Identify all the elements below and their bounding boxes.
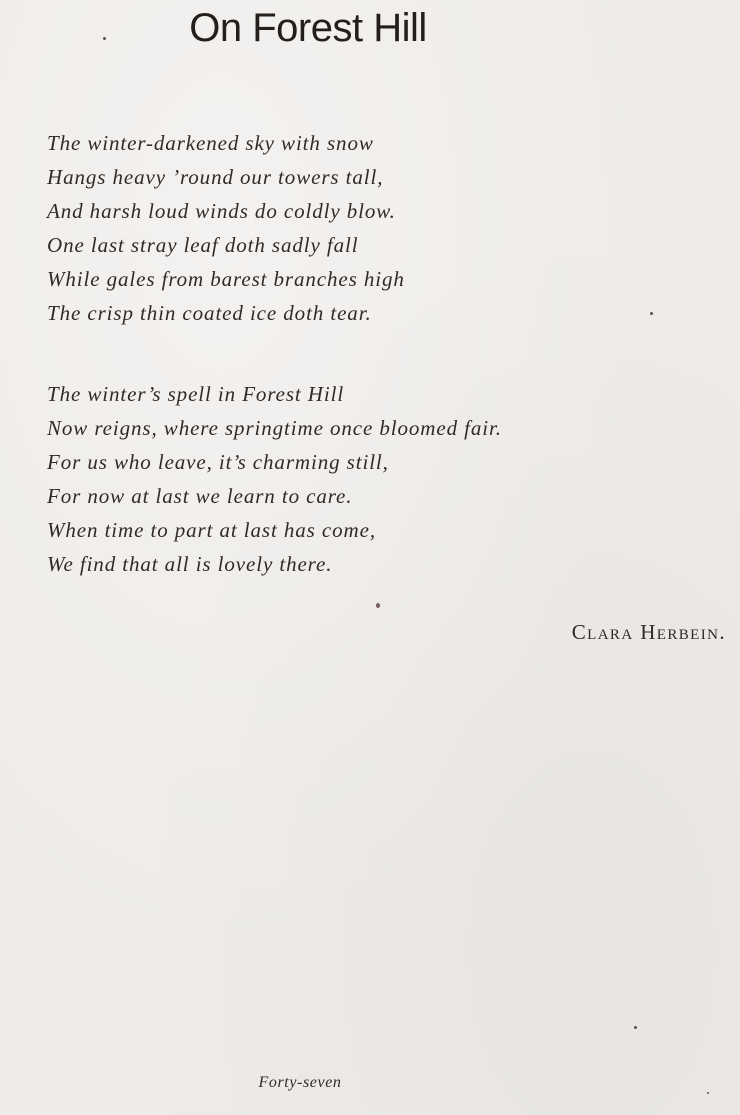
- poem-line: For us who leave, it’s charming still,: [47, 450, 389, 474]
- poem-line: The crisp thin coated ice doth tear.: [47, 301, 372, 325]
- stanza-1: [47, 126, 405, 330]
- poem-line: While gales from barest branches high: [47, 267, 405, 291]
- poem-author: Clara Herbein.: [571, 620, 726, 644]
- poem-line: For now at last we learn to care.: [47, 484, 353, 508]
- poem-line: Hangs heavy ’round our towers tall,: [47, 165, 384, 189]
- poem-line: We find that all is lovely there.: [47, 552, 333, 576]
- poem-line: The winter’s spell in Forest Hill: [47, 382, 345, 406]
- poem-line: Now reigns, where springtime once bloomed fair.: [47, 416, 502, 440]
- poem-title: On Forest Hill: [189, 6, 427, 50]
- paper-speck: [376, 603, 380, 608]
- poem-line: And harsh loud winds do coldly blow.: [47, 199, 396, 223]
- stanza-2: [47, 377, 502, 581]
- poem-line: When time to part at last has come,: [47, 518, 376, 542]
- poem-line: The winter-darkened sky with snow: [47, 131, 374, 155]
- page-number: Forty-seven: [258, 1074, 342, 1091]
- paper-speck: [707, 1092, 709, 1094]
- paper-speck: [103, 37, 106, 40]
- paper-speck: [634, 1026, 637, 1029]
- paper-speck: [650, 312, 653, 315]
- poem-line: One last stray leaf doth sadly fall: [47, 233, 359, 257]
